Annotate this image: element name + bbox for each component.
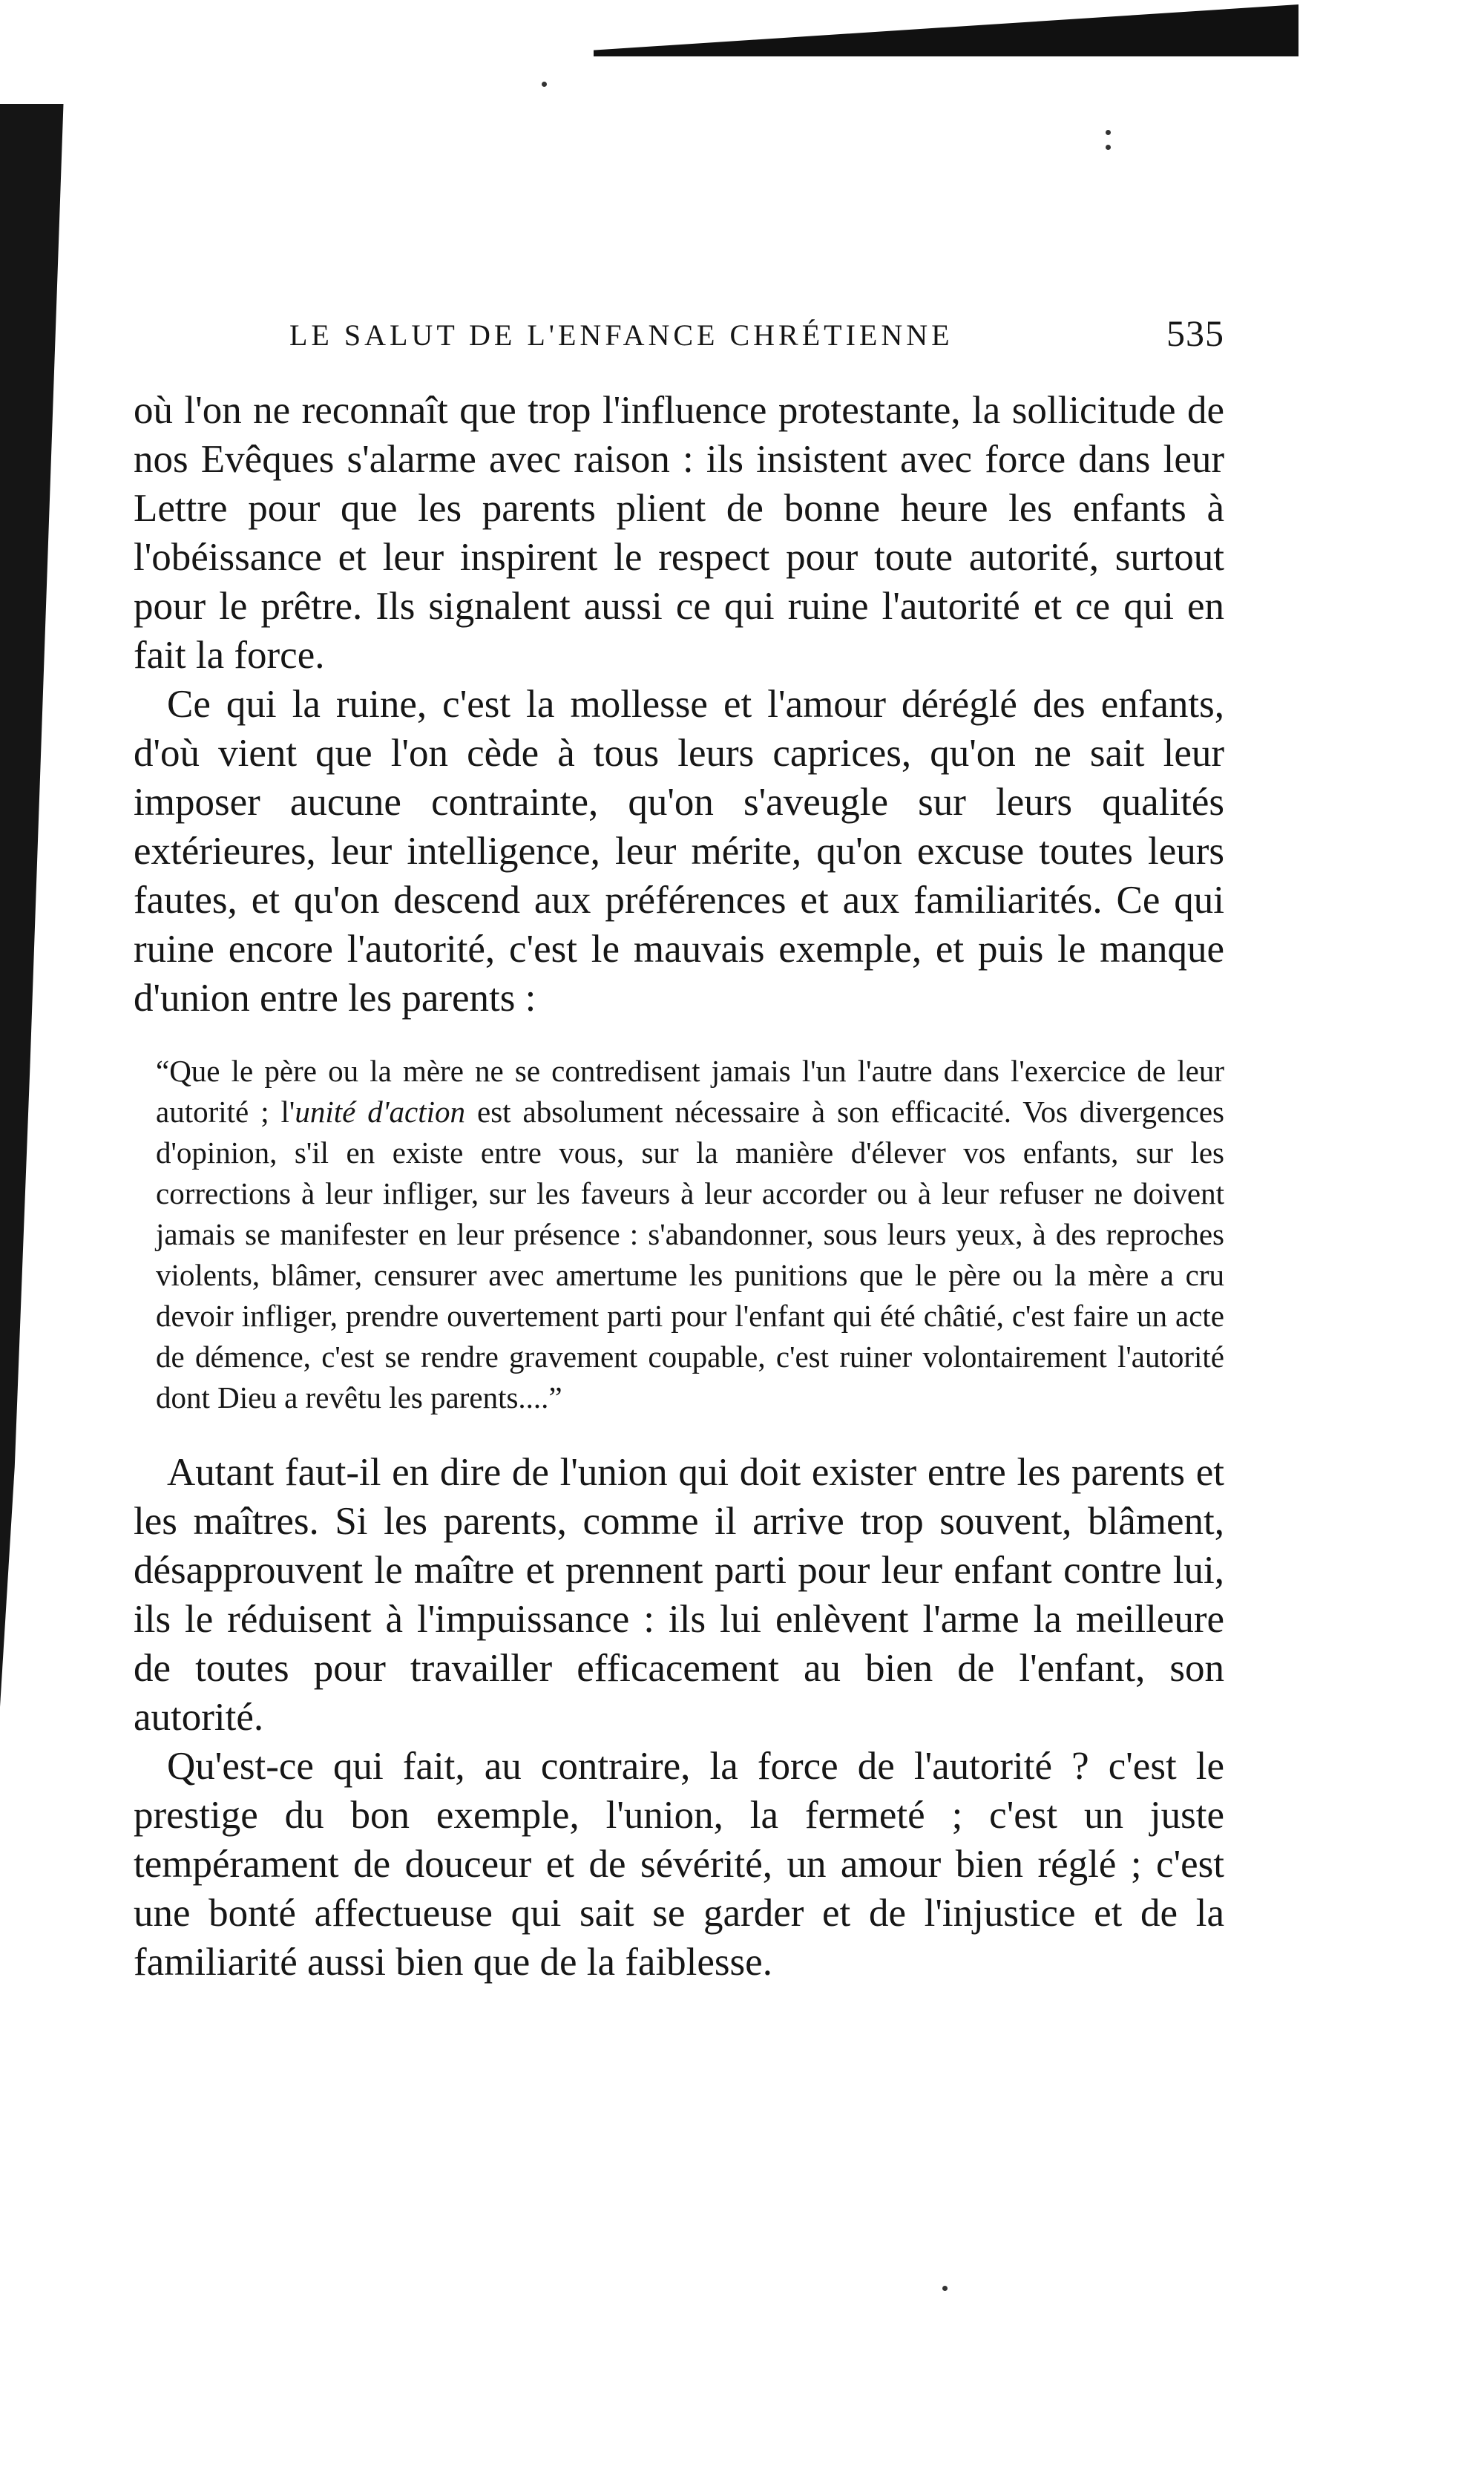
quote-emphasis: unité d'action [295,1095,466,1129]
scan-speck [1106,130,1111,135]
closing-text [134,1448,1224,1987]
scan-shadow-left [0,104,67,1707]
block-quote [156,1051,1224,1418]
quote-part: “Que le père ou la mère ne se contredisent jamais l'un l'autre dans l'exercice de leur autorité ; l' [156,1054,1224,1129]
running-header [134,312,1224,356]
quote-part: est absolument nécessaire à son efficacité. Vos divergences d'opinion, s'il en existe entre vous, sur la manière d'élever vos enfants, sur les corrections à leur infliger, sur les faveurs à leur accorder ou à leur refuser ne doivent jamais se manifester en leur présence : s'abandonner, sous leurs yeux, à des reproches violents, blâmer, censurer avec amertume les punitions que le père ou la mère a cru devoir infliger, prendre ouvertement parti pour l'enfant qui été châtié, c'est faire un acte de démence, c'est se rendre gravement coupable, c'est ruiner volontairement l'autorité dont Dieu a revêtu les parents....” [156,1095,1224,1414]
scan-speck [542,82,547,87]
scan-speck [1106,145,1111,150]
running-title: LE SALUT DE L'ENFANCE CHRÉTIENNE [289,318,953,352]
paragraph: Ce qui la ruine, c'est la mollesse et l'amour déréglé des enfants, d'où vient que l'on cède à tous leurs caprices, qu'on ne sait leur imposer aucune contrainte, qu'on s'aveugle sur leurs qualités extérieures, leur intelligence, leur mérite, qu'on excuse toutes leurs fautes, et qu'on descend aux préférences et aux familiarités. Ce qui ruine encore l'autorité, c'est le mauvais exemple, et puis le manque d'union entre les parents : [134,683,1224,1020]
book-page [134,312,1224,1987]
scan-speck [942,2286,948,2291]
paragraph: Autant faut-il en dire de l'union qui doit exister entre les parents et les maîtres. Si les parents, comme il arrive trop souvent, blâment, désapprouvent le maître et prennent parti pour leur enfant contre lui, ils le réduisent à l'impuissance : ils lui enlèvent l'arme la meilleure de toutes pour travailler efficacement au bien de l'enfant, son autorité. [134,1451,1224,1739]
page-number: 535 [1166,312,1224,354]
paragraph: Qu'est-ce qui fait, au contraire, la force de l'autorité ? c'est le prestige du bon exemple, l'union, la fermeté ; c'est un juste tempérament de douceur et de sévérité, un amour bien réglé ; c'est une bonté affectueuse qui sait se garder et de l'injustice et de la familiarité aussi bien que de la faiblesse. [134,1745,1224,1984]
quote-text [156,1051,1224,1418]
main-text [134,386,1224,1023]
scan-shadow-top [594,4,1298,56]
paragraph: où l'on ne reconnaît que trop l'influence protestante, la sollicitude de nos Evêques s'alarme avec raison : ils insistent avec force dans leur Lettre pour que les parents plient de bonne heure les enfants à l'obéissance et leur inspirent le respect pour toute autorité, surtout pour le prêtre. Ils signalent aussi ce qui ruine l'autorité et ce qui en fait la force. [134,389,1224,677]
